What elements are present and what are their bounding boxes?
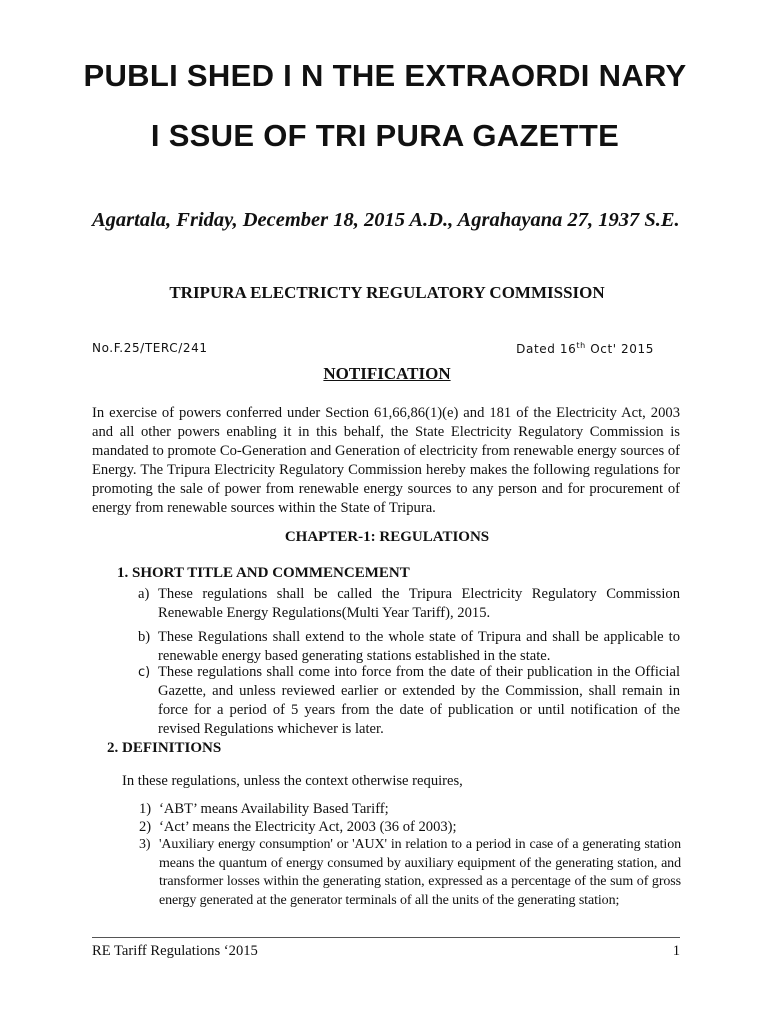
definitions-lead: In these regulations, unless the context otherwise requires,: [122, 773, 463, 789]
reference-line: [92, 341, 682, 355]
chapter-heading: CHAPTER-1: REGULATIONS: [284, 529, 490, 545]
section-1-item-b: [138, 628, 680, 666]
page-number: 1: [672, 943, 680, 959]
masthead-line-1: PUBLI SHED I N THE EXTRAORDI NARY: [83, 58, 687, 93]
definition-item-2: [139, 818, 681, 837]
masthead-line-2: I SSUE OF TRI PURA GAZETTE: [150, 118, 620, 153]
item-marker: c): [138, 665, 151, 680]
notification-heading: NOTIFICATION: [323, 364, 451, 383]
item-text: These Regulations shall extend to the whole state of Tripura and shall be applicable to renewable energy based generating stations established in the state.: [158, 629, 680, 664]
section-1-item-a: [138, 585, 680, 623]
footer-title: RE Tariff Regulations ‘2015: [92, 943, 258, 959]
section-1-item-c: [138, 663, 680, 739]
item-marker: a): [138, 586, 150, 602]
item-text: These regulations shall be called the Tripura Electricity Regulatory Commission Renewable Energy Regulations(Multi Year Tariff), 2015.: [158, 586, 680, 621]
commission-name: TRIPURA ELECTRICTY REGULATORY COMMISSION: [169, 283, 605, 302]
item-marker: b): [138, 629, 151, 645]
item-text: ‘ABT’ means Availability Based Tariff;: [159, 801, 389, 817]
item-text: 'Auxiliary energy consumption' or 'AUX' in relation to a period in case of a generating station means the quantum of energy consumed by auxiliary equipment of the generating station, and transformer losses within the generating station, expressed as a percentage of the sum of gross energy generated at the generator terminals of all the units of the generating station;: [159, 837, 681, 908]
definition-item-3: [139, 836, 681, 910]
section-2-heading: 2. DEFINITIONS: [107, 740, 222, 756]
item-marker: 1): [139, 801, 152, 817]
item-marker: 2): [139, 819, 152, 835]
dateline: Agartala, Friday, December 18, 2015 A.D., Agrahayana 27, 1937 S.E.: [92, 209, 680, 231]
item-marker: 3): [139, 837, 151, 852]
item-text: These regulations shall come into force from the date of their publication in the Official Gazette, and unless reviewed earlier or extended by the Commission, shall remain in force for a period of 5 years from the date of publication or until notification of the revised Regulations whichever is later.: [158, 664, 680, 737]
reference-date: Dated 16th Oct' 2015: [516, 341, 654, 356]
item-text: ‘Act’ means the Electricity Act, 2003 (36 of 2003);: [159, 819, 457, 835]
reference-number: No.F.25/TERC/241: [92, 341, 208, 355]
footer-divider: [92, 937, 680, 938]
intro-paragraph: In exercise of powers conferred under Section 61,66,86(1)(e) and 181 of the Electricity Act, 2003 and all other powers enabling it in this behalf, the State Electricity Regulatory Commission is mandated to promote Co-Generation and Generation of electricity from renewable energy sources of Energy. The Tripura Electricity Regulatory Commission hereby makes the following regulations for promoting the sale of power from renewable energy sources to any person and for procurement of energy from renewable sources within the State of Tripura.: [92, 405, 680, 516]
section-1-heading: 1. SHORT TITLE AND COMMENCEMENT: [117, 565, 410, 581]
definition-item-1: [139, 800, 681, 819]
